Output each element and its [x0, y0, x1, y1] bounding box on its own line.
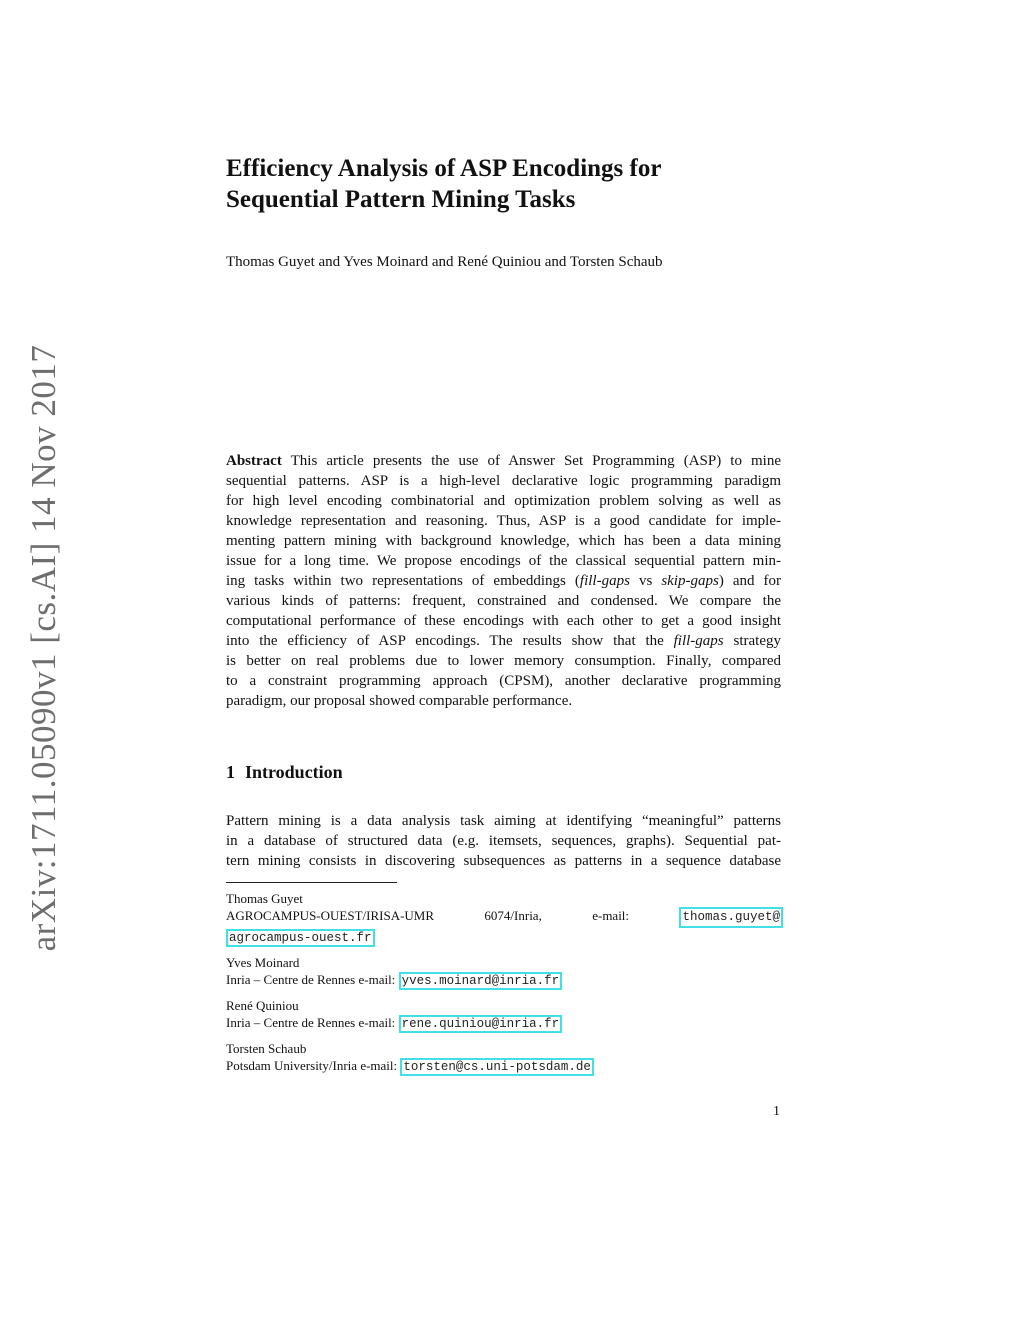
abstract-line: menting pattern mining with background knowledge, which has been a data mining: [226, 533, 781, 549]
footnote-schaub: [226, 1040, 783, 1076]
section-title: Introduction: [245, 762, 343, 782]
section-heading-introduction: [226, 762, 343, 783]
footnote-email-continuation: [226, 928, 783, 947]
email-link-guyet-part1[interactable]: thomas.guyet@: [679, 907, 783, 928]
email-link-moinard[interactable]: yves.moinard@inria.fr: [399, 972, 563, 990]
footnote-guyet: [226, 890, 783, 947]
abstract-line: Abstract This article presents the use of Answer Set Programming (ASP) to mine: [226, 453, 781, 469]
footnote-author-name: Torsten Schaub: [226, 1041, 307, 1056]
footnote-affiliation: Potsdam University/Inria e-mail: torsten@cs.uni-potsdam.de: [226, 1057, 783, 1076]
paper-title: [226, 153, 786, 215]
footnote-affiliation: AGROCAMPUS-OUEST/IRISA-UMR 6074/Inria, e-mail: thomas.guyet@: [226, 907, 783, 928]
footnote-author-name: René Quiniou: [226, 998, 299, 1013]
abstract-line: paradigm, our proposal showed comparable performance.: [226, 693, 573, 709]
arxiv-identifier-stamp: arXiv:1711.05090v1 [cs.AI] 14 Nov 2017: [24, 344, 63, 952]
paper-title-line-2: Sequential Pattern Mining Tasks: [226, 186, 576, 213]
paper-title-line-1: Efficiency Analysis of ASP Encodings for: [226, 155, 662, 182]
section-number: 1: [226, 762, 235, 782]
abstract-line: into the efficiency of ASP encodings. The results show that the fill-gaps strategy: [226, 633, 781, 649]
abstract: [226, 451, 781, 711]
skip-gaps-term: skip-gaps: [661, 573, 719, 589]
intro-line: tern mining consists in discovering subsequences as patterns in a sequence database: [226, 853, 781, 869]
intro-line: in a database of structured data (e.g. itemsets, sequences, graphs). Sequential pat-: [226, 833, 781, 849]
fill-gaps-term: fill-gaps: [673, 633, 724, 649]
author-footnotes: [226, 890, 783, 1083]
intro-line: Pattern mining is a data analysis task aiming at identifying “meaningful” patterns: [226, 813, 781, 829]
abstract-line: for high level encoding combinatorial and optimization problem solving as well as: [226, 493, 781, 509]
abstract-line: computational performance of these encodings with each other to get a good insight: [226, 613, 781, 629]
abstract-line: to a constraint programming approach (CPSM), another declarative programming: [226, 673, 781, 689]
abstract-line: ing tasks within two representations of embeddings (fill-gaps vs skip-gaps) and for: [226, 573, 781, 589]
footnote-divider: [226, 882, 397, 883]
author-list: Thomas Guyet and Yves Moinard and René Quiniou and Torsten Schaub: [226, 254, 663, 270]
footnote-author-name: Thomas Guyet: [226, 891, 303, 906]
footnote-moinard: [226, 954, 783, 990]
abstract-line: is better on real problems due to lower memory consumption. Finally, compared: [226, 653, 781, 669]
footnote-author-name: Yves Moinard: [226, 955, 300, 970]
fill-gaps-term: fill-gaps: [579, 573, 630, 589]
introduction-paragraph: [226, 811, 781, 871]
abstract-line: issue for a long time. We propose encodings of the classical sequential pattern min-: [226, 553, 781, 569]
email-link-quiniou[interactable]: rene.quiniou@inria.fr: [399, 1015, 563, 1033]
abstract-line: various kinds of patterns: frequent, constrained and condensed. We compare the: [226, 593, 781, 609]
abstract-label: Abstract: [226, 453, 282, 469]
footnote-affiliation: Inria – Centre de Rennes e-mail: yves.moinard@inria.fr: [226, 971, 783, 990]
email-link-guyet-part2[interactable]: agrocampus-ouest.fr: [226, 929, 375, 947]
email-link-schaub[interactable]: torsten@cs.uni-potsdam.de: [400, 1058, 594, 1076]
footnote-quiniou: [226, 997, 783, 1033]
footnote-affiliation: Inria – Centre de Rennes e-mail: rene.quiniou@inria.fr: [226, 1014, 783, 1033]
abstract-line: sequential patterns. ASP is a high-level declarative logic programming paradigm: [226, 473, 781, 489]
page-number: 1: [773, 1104, 780, 1119]
abstract-line: knowledge representation and reasoning. Thus, ASP is a good candidate for imple-: [226, 513, 781, 529]
